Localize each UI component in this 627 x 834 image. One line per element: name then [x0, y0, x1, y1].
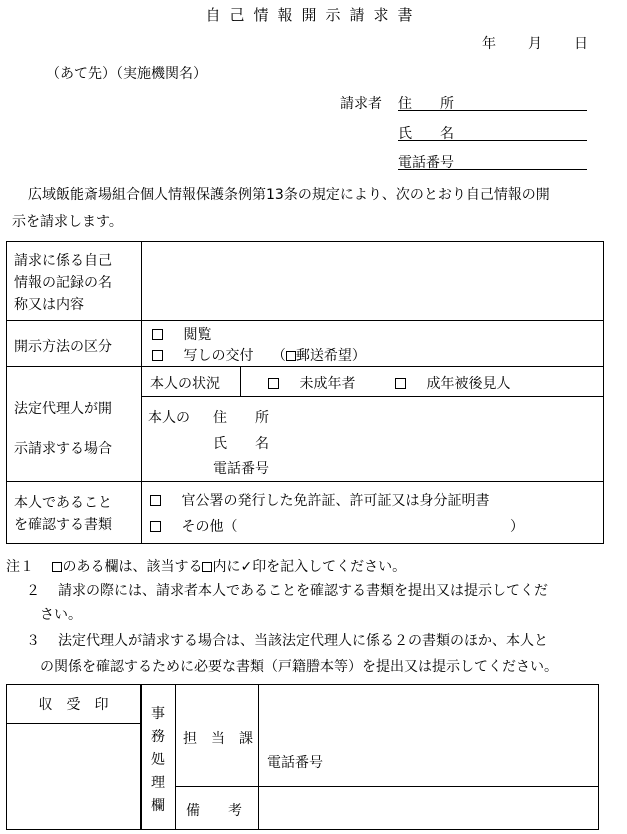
note-1-box-icon	[52, 562, 62, 572]
note-1-box-icon-2	[202, 562, 212, 572]
agent-label-2: 示請求する場合	[14, 441, 112, 457]
note-3-line-1: 法定代理人が請求する場合は、当該法定代理人に係る２の書類のほか、本人と	[58, 633, 548, 649]
requester-address-label: 住 所	[398, 96, 454, 112]
record-label-2: 情報の記録の名	[14, 275, 112, 291]
note-2-number: ２	[26, 583, 40, 599]
view-label: 閲覧	[183, 327, 212, 343]
mail-open-paren: （	[271, 348, 286, 364]
receipt-label: 収 受 印	[38, 697, 109, 713]
id-option-official[interactable]	[150, 490, 489, 510]
mail-label: 郵送希望	[295, 348, 352, 364]
mail-checkbox[interactable]	[286, 351, 296, 361]
principal-info-field[interactable]	[300, 402, 598, 476]
principal-phone-label: 電話番号	[213, 461, 269, 477]
requester-name-field[interactable]	[398, 123, 587, 141]
record-label-3: 称又は内容	[14, 297, 84, 313]
remarks-label: 備 考	[186, 803, 242, 819]
note-1-text-a: のある欄は、該当する	[62, 559, 203, 575]
view-checkbox[interactable]	[152, 329, 163, 340]
addressee: （あて先）（実施機関名）	[46, 66, 207, 82]
date-year-label: 年	[482, 36, 496, 52]
id-label-1: 本人であること	[14, 495, 112, 511]
note-3-line-2: の関係を確認するために必要な書類（戸籍謄本等）を提出又は提示してください。	[40, 659, 558, 675]
note-1	[6, 556, 406, 576]
note-1-check-mark: ✓	[240, 559, 253, 575]
method-option-copy[interactable]	[152, 345, 366, 365]
note-3-number: ３	[26, 633, 40, 649]
official-id-label: 官公署の発行した免許証、許可証又は身分証明書	[181, 493, 490, 509]
agent-label-1: 法定代理人が開	[14, 401, 112, 417]
intro-line-1: 広域飯能斎場組合個人情報保護条例第13条の規定により、次のとおり自己情報の開	[28, 187, 550, 203]
id-label-2: を確認する書類	[14, 517, 112, 533]
section-char-2: 務	[151, 729, 165, 745]
principal-label: 本人の	[148, 410, 190, 426]
principal-name-label: 氏 名	[213, 436, 269, 452]
ward-checkbox[interactable]	[395, 378, 406, 389]
copy-label: 写しの交付	[183, 348, 254, 364]
dept-phone-label: 電話番号	[267, 755, 323, 771]
note-1-number: 注１	[6, 559, 34, 575]
section-char-5: 欄	[151, 798, 165, 814]
date-day-label: 日	[574, 36, 588, 52]
mail-close-paren: ）	[351, 348, 366, 364]
other-id-checkbox[interactable]	[150, 521, 161, 532]
other-id-label: その他（	[181, 519, 238, 535]
intro-line-2: 示を請求します。	[12, 214, 123, 230]
official-id-checkbox[interactable]	[150, 495, 161, 506]
requester-phone-label: 電話番号	[398, 155, 454, 171]
status-option-minor[interactable]	[268, 373, 355, 393]
ward-label: 成年被後見人	[426, 376, 511, 392]
receipt-stamp-area[interactable]	[10, 727, 137, 826]
date-month-label: 月	[528, 36, 542, 52]
page-title: 自己情報開示請求書	[205, 6, 422, 24]
minor-checkbox[interactable]	[268, 378, 279, 389]
section-char-4: 理	[151, 775, 165, 791]
status-option-ward[interactable]	[395, 373, 510, 393]
note-1-text-c: 印を記入してください。	[252, 559, 407, 575]
requester-address-field[interactable]	[398, 93, 587, 111]
minor-label: 未成年者	[299, 376, 356, 392]
status-label: 本人の状況	[150, 376, 220, 392]
note-2-line-2: さい。	[40, 607, 82, 623]
section-char-1: 事	[151, 706, 165, 722]
dept-field[interactable]	[263, 688, 593, 782]
copy-checkbox[interactable]	[152, 350, 163, 361]
requester-label: 請求者	[340, 96, 382, 112]
requester-phone-field[interactable]	[398, 152, 587, 170]
remarks-field[interactable]	[263, 790, 593, 826]
section-char-3: 処	[151, 752, 165, 768]
method-label: 開示方法の区分	[14, 339, 112, 355]
principal-address-label: 住 所	[213, 410, 269, 426]
note-1-text-b: 内に	[212, 559, 241, 575]
record-label-1: 請求に係る自己	[14, 253, 112, 269]
method-option-view[interactable]	[152, 324, 211, 344]
other-id-close-paren: ）	[510, 519, 524, 535]
requester-name-label: 氏 名	[398, 126, 454, 142]
record-content-field[interactable]	[146, 246, 598, 316]
note-2-line-1: 請求の際には、請求者本人であることを確認する書類を提出又は提示してくだ	[58, 583, 548, 599]
dept-label: 担 当 課	[183, 731, 253, 747]
id-option-other[interactable]	[150, 516, 237, 536]
